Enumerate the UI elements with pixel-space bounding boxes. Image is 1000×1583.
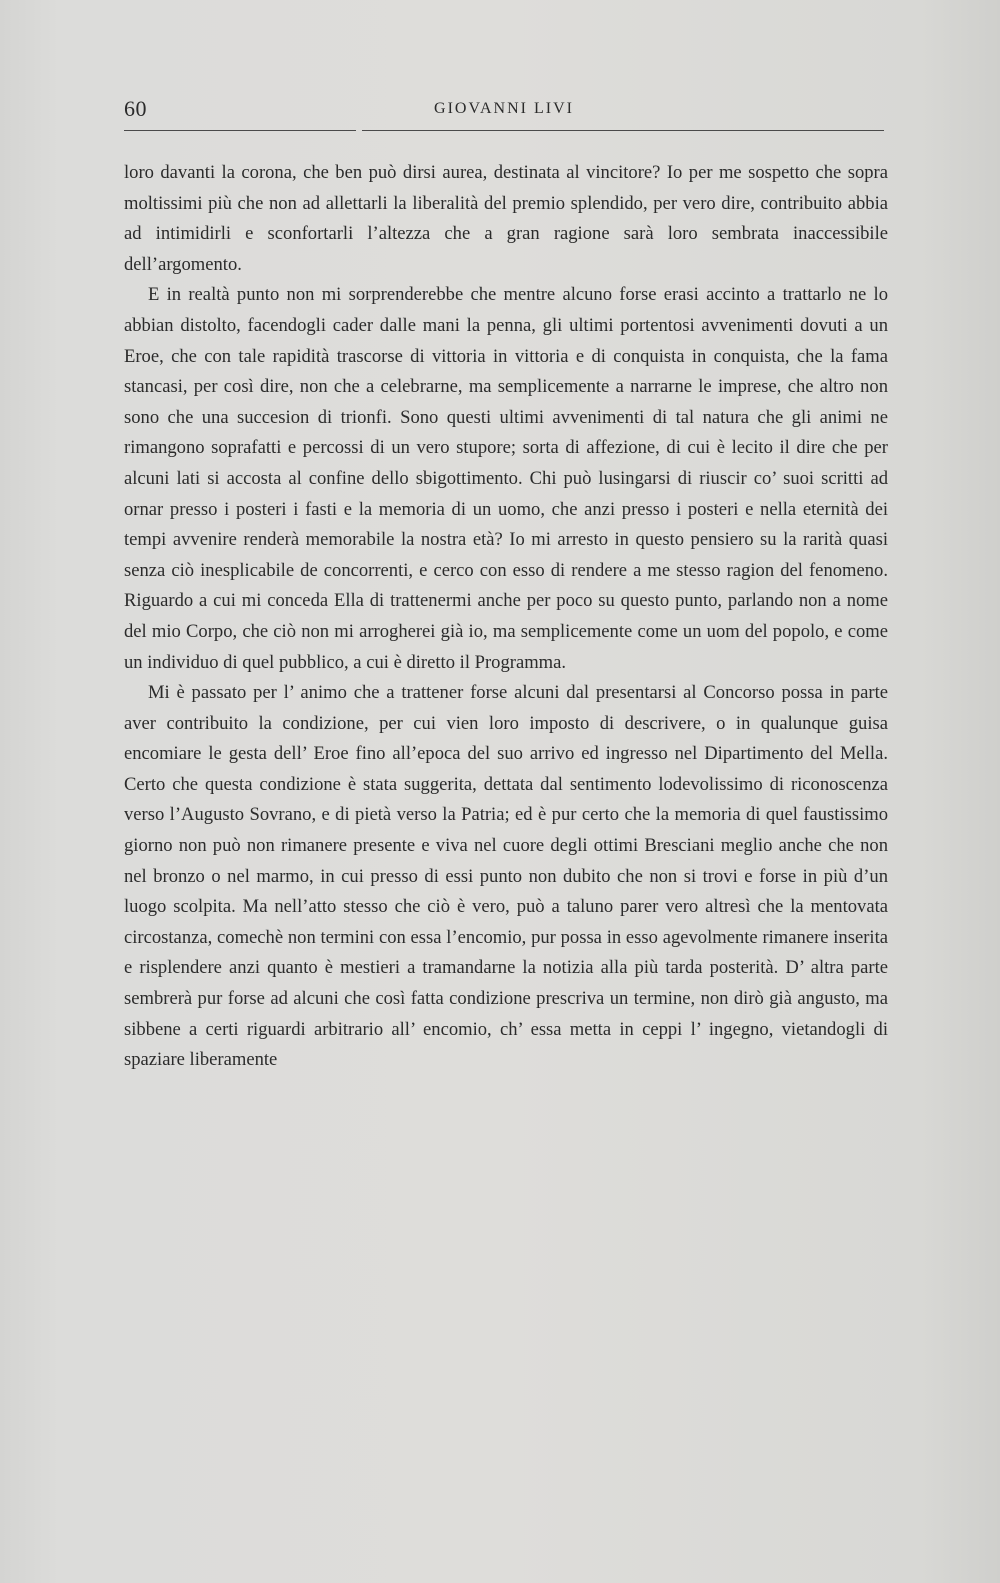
running-head: GIOVANNI LIVI [434, 100, 574, 117]
header-rule-left [124, 130, 356, 131]
paragraph-3: Mi è passato per l’ animo che a trattener forse alcuni dal presentarsi al Concorso possa in parte aver contribuito la condizione, per cui vien loro imposto di descrivere, o in qualunque guisa encomiare le gesta dell’ Eroe fino all’epoca del suo arrivo ed ingresso nel Dipartimento del Mella. Certo che questa condizione è stata suggerita, dettata dal sentimento lodevolissimo di riconoscenza verso l’Augusto Sovrano, e di pietà verso la Patria; ed è pur certo che la memoria di quel faustissimo giorno non può non rimanere presente e viva nel cuore degli ottimi Bresciani meglio anche che non nel bronzo o nel marmo, in cui presso di essi punto non dubito che non si trovi e forse in più d’un luogo scolpita. Ma nell’atto stesso che ciò è vero, può a taluno parer vero altresì che la mentovata circostanza, comechè non termini con essa l’encomio, pur possa in esso agevolmente rimanere inserita e risplendere anzi quanto è mestieri a tramandarne la notizia alla più tarda posterità. D’ altra parte sembrerà pur forse ad alcuni che così fatta condizione prescriva un termine, non dirò già angusto, ma sibbene a certi riguardi arbitrario all’ encomio, ch’ essa metta in ceppi l’ ingegno, vietandogli di spaziare liberamente [124, 682, 888, 1071]
paragraph-1: loro davanti la corona, che ben può dirsi aurea, destinata al vincitore? Io per me sospetto che sopra moltissimi più che non ad allettarli la liberalità del premio splendido, per vero dire, contribuito abbia ad intimidirli e sconfortarli l’altezza che a gran ragione sarà loro sembrata inaccessibile dell’argomento. [124, 162, 888, 275]
paragraph-2: E in realtà punto non mi sorprenderebbe che mentre alcuno forse erasi accinto a trattarlo ne lo abbian distolto, facendogli cader dalle mani la penna, gli ultimi portentosi avvenimenti dovuti a un Eroe, che con tale rapidità trascorse di vittoria in vittoria e di conquista in conquista, che la fama stancasi, per così dire, non che a celebrarne, ma semplicemente a narrarne le imprese, che altro non sono che una succesion di trionfi. Sono questi ultimi avvenimenti di tal natura che gli animi ne rimangono soprafatti e percossi di un vero stupore; sorta di affezione, di cui è lecito il dire che per alcuni lati si accosta al confine dello sbigottimento. Chi può lusingarsi di riuscir co’ suoi scritti ad ornar presso i posteri i fasti e la memoria di un uomo, che anzi presso i posteri e nella eternità dei tempi avvenire renderà memorabile la nostra età? Io mi arresto in questo pensiero su la rarità quasi senza ciò inesplicabile de concorrenti, e cerco con esso di rendere a me stesso ragion del fenomeno. Riguardo a cui mi conceda Ella di trattenermi anche per poco su questo punto, parlando non a nome del mio Corpo, che ciò non mi arrogherei già io, ma semplicemente come un uom del popolo, e come un individuo di quel pubblico, a cui è diretto il Programma. [124, 284, 888, 673]
header-rule-right [362, 130, 884, 131]
body-text [124, 158, 888, 1076]
page-number: 60 [124, 96, 147, 121]
